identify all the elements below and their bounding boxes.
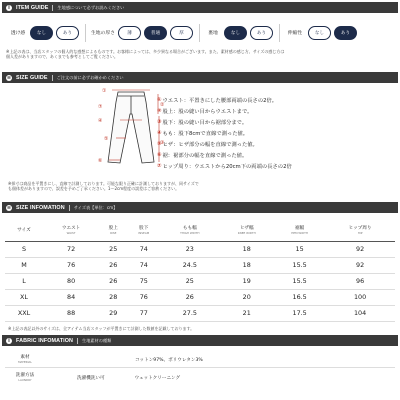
point-text: もも：股下8cmで直線で測った値。 (162, 131, 249, 137)
point-number: ④ (157, 130, 162, 136)
size-point (157, 140, 258, 148)
column-header-en: KNEE WIDTH (237, 230, 256, 235)
table-cell: 74 (127, 257, 160, 273)
table-cell: 18 (219, 241, 274, 257)
point-number: ⑤ (157, 141, 162, 147)
table-cell: 72 (43, 241, 99, 257)
table-cell: 96 (325, 273, 395, 289)
attr-label: 裏地 (208, 31, 218, 36)
table-cell: 76 (43, 257, 99, 273)
pants-diagram (96, 88, 166, 166)
note-line: ※採寸は商品を平置きにし、直線で計測しております。可能な限り正確に計測しておりますが、同サイズで (8, 181, 199, 186)
table-row (5, 241, 395, 257)
material-label (5, 355, 45, 365)
svg-text:③: ③ (160, 140, 165, 146)
size-info-note: ※上記の表記以外のサイズは、全アイテム当店スタッフが平置きにて計測した数値を記載しております。 (8, 326, 195, 331)
table-cell: 77 (127, 305, 160, 321)
attr-label: 透け感 (10, 31, 26, 36)
table-row (5, 257, 395, 273)
divider (77, 338, 78, 344)
item-guide-attributes (6, 22, 394, 43)
column-header-ja: 股上 (108, 225, 118, 231)
column-header (274, 221, 325, 241)
table-cell: 18 (219, 257, 274, 273)
size-point (157, 151, 247, 159)
size-guide-note (8, 181, 396, 192)
item-guide-header (2, 2, 398, 13)
label-ja: 素材 (20, 354, 30, 360)
laundry-row (5, 370, 395, 386)
size-point (157, 107, 252, 115)
column-header-en: HEM WIDTH (291, 230, 308, 235)
column-header-en: INSEAM (138, 230, 150, 235)
column-header-en: HIP (357, 230, 363, 235)
table-cell: 100 (325, 289, 395, 305)
size-label-cell: M (5, 257, 43, 273)
divider (279, 24, 280, 42)
ruler-icon: ≡ (6, 204, 12, 211)
table-cell: 24.5 (160, 257, 219, 273)
table-cell: 15.5 (274, 273, 325, 289)
svg-text:①: ① (102, 88, 107, 94)
laundry-value-1: 洗濯機洗い可 (77, 376, 105, 381)
table-cell: 17.5 (274, 305, 325, 321)
size-point (157, 118, 247, 126)
material-row (5, 352, 395, 368)
table-cell: 26 (99, 273, 127, 289)
fabric-title: FABRIC INFOMATION (16, 337, 73, 344)
item-guide-title: ITEM GUIDE (16, 4, 49, 11)
size-info-title: SIZE INFOMATION (16, 204, 65, 211)
column-header (219, 221, 274, 241)
label-en: LAUNDRY (18, 378, 32, 382)
size-info-header (2, 202, 398, 213)
table-row (5, 273, 395, 289)
size-label-cell: S (5, 241, 43, 257)
table-cell: 74 (127, 241, 160, 257)
point-number: ② (157, 108, 162, 114)
divider (69, 205, 70, 211)
attr-option: 薄 (118, 26, 141, 40)
divider (52, 5, 53, 11)
table-cell: 27.5 (160, 305, 219, 321)
size-guide-title: SIZE GUIDE (16, 74, 48, 81)
label-ja: 洗濯方法 (15, 373, 35, 378)
point-number: ⑦ (157, 163, 162, 169)
table-cell: 104 (325, 305, 395, 321)
table-cell: 16.5 (274, 289, 325, 305)
table-cell: 25 (160, 273, 219, 289)
attr-value: なし (224, 26, 247, 40)
column-header-ja: ヒップ周り (348, 225, 372, 231)
size-guide-header (2, 72, 398, 83)
table-cell: 84 (43, 289, 99, 305)
attr-label: 生地の厚さ (91, 31, 115, 36)
column-header-ja: もも幅 (182, 225, 197, 231)
table-cell: 76 (127, 289, 160, 305)
size-label-cell: XL (5, 289, 43, 305)
svg-text:④: ④ (98, 118, 103, 124)
table-cell: 26 (99, 257, 127, 273)
table-cell: 20 (219, 289, 274, 305)
table-cell: 25 (99, 241, 127, 257)
column-header-ja: 裾幅 (295, 225, 305, 231)
table-cell: 19 (219, 273, 274, 289)
column-header-ja: ヒザ幅 (239, 225, 254, 231)
laundry-label (5, 373, 45, 383)
label-en: MATERIAL (18, 359, 32, 364)
info-icon: i (6, 5, 12, 11)
point-text: 股下：股の縫い目から裾部分まで。 (162, 120, 248, 126)
column-header-ja: 股下 (139, 225, 149, 231)
table-cell: 92 (325, 241, 395, 257)
divider (199, 24, 200, 42)
table-cell: 92 (325, 257, 395, 273)
attr-option: あり (250, 26, 273, 40)
size-info-subtitle: サイズ表【単位：cm】 (73, 204, 118, 210)
column-header-ja: ウエスト (61, 225, 81, 231)
attr-value: あり (334, 26, 357, 40)
table-cell: 15 (274, 241, 325, 257)
item-guide-subtitle: 生地感について必ずお読みください (57, 4, 125, 10)
size-point (157, 96, 277, 104)
column-header-ja: サイズ (17, 228, 31, 234)
point-text: ヒザ：ヒザ部分の幅を直線で測った値。 (162, 142, 258, 148)
column-header (160, 221, 219, 241)
point-number: ① (157, 97, 162, 103)
point-number: ⑥ (157, 152, 162, 158)
info-icon: i (6, 338, 12, 344)
point-text: ウエスト：平置きにした腰部両端の長さの2倍。 (162, 98, 278, 104)
divider (85, 24, 86, 42)
column-header (5, 221, 43, 241)
column-header-en: WAIST (66, 230, 76, 235)
attr-option: なし (308, 26, 331, 40)
size-point (157, 162, 292, 170)
table-row (5, 305, 395, 321)
attr-option: あり (56, 26, 79, 40)
point-text: 裾：裾部分の幅を直線で測った値。 (162, 153, 248, 159)
fabric-subtitle: 生地素材の種類 (82, 337, 112, 343)
table-cell: 88 (43, 305, 99, 321)
fabric-header (2, 335, 398, 346)
table-cell: 15.5 (274, 257, 325, 273)
size-label-cell: XXL (5, 305, 43, 321)
svg-text:⑦: ⑦ (98, 104, 103, 110)
svg-text:⑥: ⑥ (98, 158, 103, 164)
column-header-en: THIGH WIDTH (180, 230, 200, 235)
ruler-icon: ≡ (6, 74, 12, 81)
point-text: ヒップ周り：ウエストから20cm下の両端の長さの2倍 (162, 164, 292, 170)
svg-text:⑤: ⑤ (104, 136, 109, 142)
size-label-cell: L (5, 273, 43, 289)
table-cell: 26 (160, 289, 219, 305)
size-guide-subtitle: ご注文の前に必ずお確かめください (56, 74, 124, 80)
point-number: ③ (157, 119, 162, 125)
attr-option: 厚 (170, 26, 193, 40)
column-header (127, 221, 160, 241)
attr-label: 伸縮性 (287, 31, 303, 36)
size-table (5, 221, 395, 322)
item-guide-note (6, 49, 396, 60)
note-line: ※上記の表は、当店スタッフの個人的な感想によるものです。お客様によっては、多少異なる場合がございます。また、素材感の感じ方、サイズの感じ方は (6, 49, 285, 54)
table-cell: 28 (99, 289, 127, 305)
column-header (99, 221, 127, 241)
table-row (5, 289, 395, 305)
column-header (43, 221, 99, 241)
column-header (325, 221, 395, 241)
table-cell: 80 (43, 273, 99, 289)
point-text: 股上：股の縫い目からウエストまで。 (162, 109, 253, 115)
note-line: 個人差がありますので、あくまでも参考としてご覧ください。 (6, 54, 118, 60)
table-cell: 23 (160, 241, 219, 257)
size-point (157, 129, 248, 137)
divider (52, 75, 53, 81)
attr-value: なし (30, 26, 53, 40)
svg-text:②: ② (160, 102, 165, 108)
table-header-row (5, 221, 395, 241)
column-header-en: RISE (110, 230, 117, 235)
table-cell: 21 (219, 305, 274, 321)
table-cell: 29 (99, 305, 127, 321)
laundry-value-2: ウェットクリーニング (134, 376, 181, 381)
material-value: コットン97%、ポリウレタン3% (135, 357, 203, 363)
note-line: も個体差がありますので、誤差を予めご了承ください。1〜2cm程度の誤差はご容赦ください。 (8, 186, 180, 192)
table-cell: 75 (127, 273, 160, 289)
attr-value: 普通 (144, 26, 167, 40)
